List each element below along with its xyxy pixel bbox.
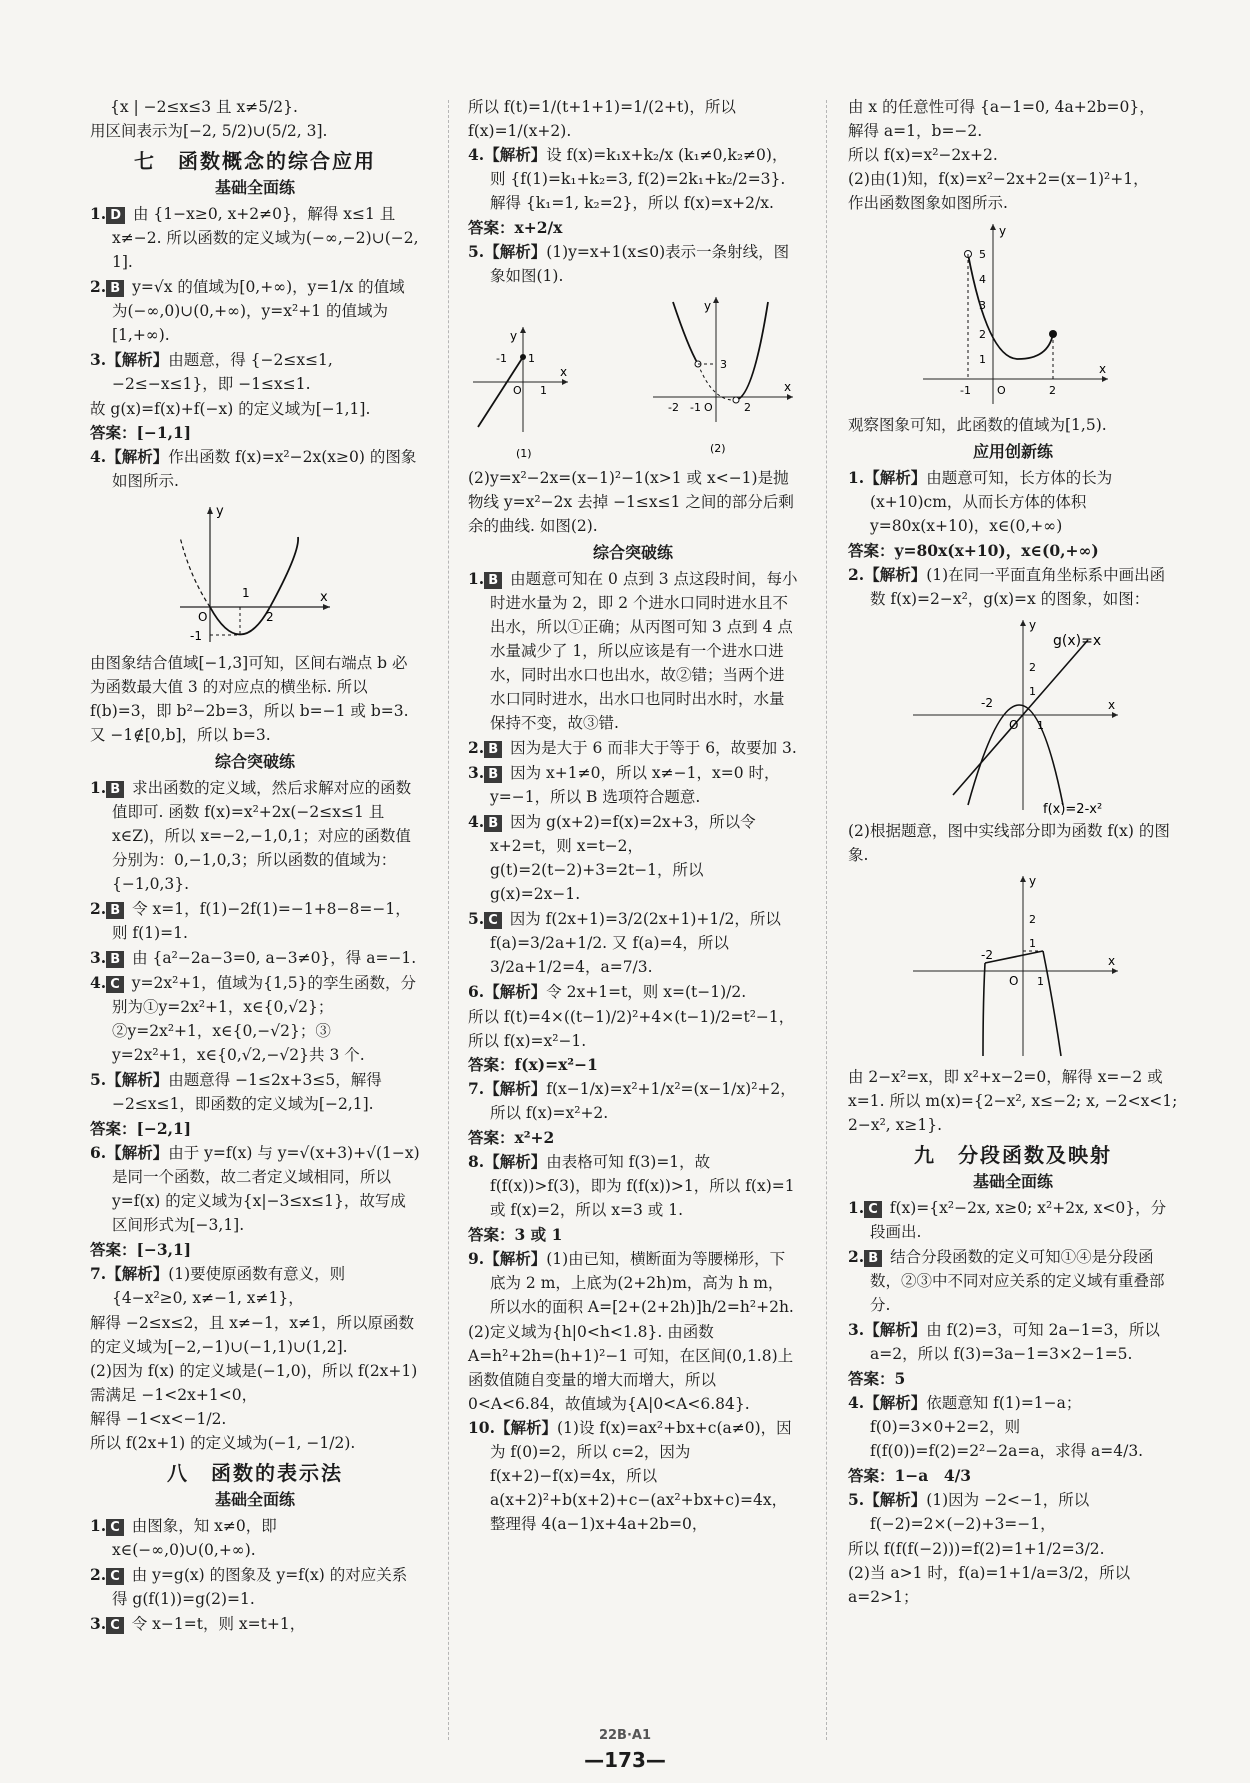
text-line: 故 g(x)=f(x)+f(−x) 的定义域为[−1,1]. <box>90 400 371 418</box>
svg-text:1: 1 <box>242 586 250 600</box>
answer-item: 5.【解析】(1)y=x+1(x≤0)表示一条射线，图象如图(1). <box>468 242 790 285</box>
answer-item: 4. C y=2x²+1，值域为{1,5}的孪生函数，分别为①y=2x²+1，x∈{0,√2}；②y=2x²+1，x∈{0,−√2}；③ y=2x²+1，x∈{0,√2,−√2}共 3 个. <box>90 973 417 1064</box>
svg-text:1: 1 <box>1037 719 1044 732</box>
answer-item: 3.【解析】由题意，得 {−2≤x≤1, −2≤−x≤1}，即 −1≤x≤1. <box>90 350 333 393</box>
svg-text:O: O <box>198 610 208 624</box>
answer-item: 8.【解析】由表格可知 f(3)=1，故 f(f(x))>f(3)，即为 f(f(x))>1，所以 f(x)=1 或 f(x)=2，所以 x=3 或 1. <box>468 1152 795 1219</box>
answer-item: 6.【解析】令 2x+1=t，则 x=(t−1)/2. <box>468 982 747 1001</box>
svg-text:y: y <box>510 329 518 343</box>
text-line: 由 x 的任意性可得 {a−1=0, 4a+2b=0}， <box>848 98 1155 116</box>
svg-text:O: O <box>1009 974 1019 988</box>
graph-ray <box>468 322 578 462</box>
subsection-comprehensive: 综合突破练 <box>214 752 295 771</box>
svg-text:y: y <box>1029 874 1037 888</box>
text-line: (2)定义域为{h|0<h<1.8}. 由函数 A=h²+2h=(h+1)²−1 可知，在区间(0,1.8)上函数值随自变量的增大而增大，所以 0<A<6.84，故值域为{A|0<A<6.84}. <box>468 1323 794 1413</box>
svg-text:f(x)=2-x²: f(x)=2-x² <box>1043 802 1103 815</box>
svg-text:x: x <box>784 380 792 394</box>
answer-item: 3. C 令 x−1=t，则 x=t+1， <box>90 1614 306 1633</box>
answer-item: 7.【解析】(1)要使原函数有意义，则 {4−x²≥0, x≠−1, x≠1}， <box>90 1264 346 1307</box>
text-line: 解得 a=1，b=−2. <box>848 122 983 140</box>
svg-text:-1: -1 <box>496 352 507 365</box>
answer-line: 答案：[−1,1] <box>90 423 192 442</box>
svg-text:-1: -1 <box>190 629 202 643</box>
choice-tag: B <box>106 280 124 297</box>
answer-item: 5.【解析】由题意得 −1≤2x+3≤5，解得 −2≤x≤1，即函数的定义域为[−2,1]. <box>90 1070 382 1113</box>
answer-item: 9.【解析】(1)由已知，横断面为等腰梯形，下底为 2 m，上底为(2+2h)m，高为 h m，所以水的面积 A=[2+(2+2h)]h/2=h²+2h. <box>468 1249 794 1316</box>
answer-line: 答案：x+2/x <box>468 218 563 237</box>
answer-item: 3.【解析】由 f(2)=3，可知 2a−1=3，所以 a=2，所以 f(3)=3a−1=3×2−1=5. <box>848 1320 1160 1363</box>
svg-text:(2): (2) <box>710 442 726 455</box>
subsection-application: 应用创新练 <box>972 442 1053 461</box>
svg-text:2: 2 <box>744 401 751 414</box>
svg-text:x: x <box>1108 698 1116 712</box>
text-line: 所以 f(x)=x²−2x+2. <box>848 146 998 164</box>
svg-text:O: O <box>513 384 522 397</box>
answer-item: 7.【解析】f(x−1/x)=x²+1/x²=(x−1/x)²+2，所以 f(x)=x²+2. <box>468 1079 796 1122</box>
answer-line: 答案：[−3,1] <box>90 1240 192 1259</box>
svg-text:O: O <box>1009 718 1019 732</box>
svg-text:2: 2 <box>266 610 274 624</box>
text-line: (2)因为 f(x) 的定义域是(−1,0)，所以 f(2x+1) 需满足 −1<2x+1<0， <box>90 1362 418 1404</box>
text-line: 所以 f(t)=4×((t−1)/2)²+4×(t−1)/2=t²−1，所以 f(x)=x²−1. <box>468 1008 795 1050</box>
svg-text:3: 3 <box>720 358 727 371</box>
graph-m-solid <box>903 871 1123 1061</box>
svg-text:1: 1 <box>1029 937 1036 950</box>
svg-text:O: O <box>704 401 713 414</box>
svg-text:x: x <box>1108 954 1116 968</box>
svg-text:1: 1 <box>979 353 986 366</box>
text-line: 由图象结合值域[−1,3]可知，区间右端点 b 必为函数最大值 3 的对应点的横坐标. 所以 f(b)=3，即 b²−2b=3，所以 b=−1 或 b=3. 又 −1∉[0,b]，所以 b=3. <box>90 654 409 744</box>
graph-f-and-g <box>903 615 1123 815</box>
answer-line: 答案：f(x)=x²−1 <box>468 1055 598 1074</box>
answer-item: 4. B 因为 g(x+2)=f(x)=2x+3，所以令 x+2=t，则 x=t−2，g(t)=2(t−2)+3=2t−1，所以 g(x)=2x−1. <box>468 812 756 903</box>
svg-text:x: x <box>560 365 568 379</box>
text-line: 所以 f(t)=1/(t+1+1)=1/(2+t)，所以 f(x)=1/(x+2). <box>468 98 736 140</box>
svg-text:x: x <box>320 590 328 605</box>
svg-text:-2: -2 <box>668 401 679 414</box>
answer-item: 2. B 结合分段函数的定义可知①④是分段函数，②③中不同对应关系的定义域有重叠部分. <box>848 1247 1165 1314</box>
answer-item: 4.【解析】依题意知 f(1)=1−a；f(0)=3×0+2=2，则 f(f(0))=f(2)=2²−2a=a，求得 a=4/3. <box>848 1393 1144 1460</box>
answer-item: 4.【解析】设 f(x)=k₁x+k₂/x (k₁≠0,k₂≠0)，则 {f(1)=k₁+k₂=3, f(2)=2k₁+k₂/2=3}. 解得 {k₁=1, k₂=2}，所以 f(x)=x+2/x. <box>468 145 788 212</box>
svg-text:5: 5 <box>979 248 986 261</box>
choice-tag: D <box>106 207 125 224</box>
answer-item: 4.【解析】作出函数 f(x)=x²−2x(x≥0) 的图象如图所示. <box>90 447 417 490</box>
text-line: 由 2−x²=x，即 x²+x−2=0，解得 x=−2 或 x=1. 所以 m(x)={2−x², x≤−2; x, −2<x<1; 2−x², x≥1}. <box>848 1068 1178 1134</box>
svg-text:4: 4 <box>979 273 986 286</box>
svg-text:1: 1 <box>1037 975 1044 988</box>
section-title-9: 九 分段函数及映射 <box>914 1143 1112 1167</box>
svg-text:y: y <box>704 299 712 313</box>
svg-text:-1: -1 <box>690 401 701 414</box>
subsection-basic: 基础全面练 <box>214 178 295 197</box>
page-number: —173— <box>584 1748 666 1772</box>
text-line: (2)根据题意，图中实线部分即为函数 f(x) 的图象. <box>848 822 1170 864</box>
text-line: (2)当 a>1 时，f(a)=1+1/a=3/2，所以 a=2>1； <box>848 1564 1131 1606</box>
answer-item: 2. B y=√x 的值域为[0,+∞)，y=1/x 的值域为(−∞,0)∪(0,+∞)，y=x²+1 的值域为[1,+∞). <box>90 277 405 344</box>
svg-text:-2: -2 <box>981 696 993 710</box>
svg-text:2: 2 <box>979 328 986 341</box>
svg-text:-2: -2 <box>981 948 993 962</box>
svg-text:x: x <box>1099 362 1107 376</box>
text-line: 解得 −1<x<−1/2. <box>90 1410 227 1428</box>
answer-item: 2. C 由 y=g(x) 的图象及 y=f(x) 的对应关系得 g(f(1))=g(2)=1. <box>90 1565 408 1608</box>
answer-line: 答案：1−a 4/3 <box>848 1466 972 1485</box>
axis-label-y: y <box>216 504 224 519</box>
text-line: 解得 −2≤x≤2，且 x≠−1，x≠1，所以原函数的定义域为[−2,−1)∪(−1,1)∪(1,2]. <box>90 1314 414 1356</box>
subsection-basic: 基础全面练 <box>972 1172 1053 1191</box>
text-line: 观察图象可知，此函数的值域为[1,5). <box>848 416 1107 434</box>
text-line: {x | −2≤x≤3 且 x≠5/2}. <box>110 98 298 116</box>
figure-pair <box>468 292 798 462</box>
svg-text:3: 3 <box>979 299 986 312</box>
answer-line: 答案：3 或 1 <box>468 1225 563 1244</box>
svg-text:1: 1 <box>1029 685 1036 698</box>
svg-text:1: 1 <box>540 384 547 397</box>
svg-text:2: 2 <box>1029 913 1036 926</box>
svg-text:g(x)=x: g(x)=x <box>1053 633 1102 649</box>
answer-item: 10.【解析】(1)设 f(x)=ax²+bx+c(a≠0)，因为 f(0)=2，所以 c=2，因为 f(x+2)−f(x)=4x，所以 a(x+2)²+b(x+2)+c−(ax²+bx+c)=4x，整理得 4(a−1)x+4a+2b=0， <box>468 1418 792 1533</box>
answer-item: 3. B 由 {a²−2a−3=0, a−3≠0}，得 a=−1. <box>90 948 417 967</box>
svg-text:1: 1 <box>528 352 535 365</box>
answer-item: 2. B 因为是大于 6 而非大于等于 6，故要加 3. <box>468 738 797 757</box>
answer-item: 1. B 由题意可知在 0 点到 3 点这段时间，每小时进水量为 2，即 2 个进水口同时进水且不出水，所以①正确；从丙图可知 3 点到 4 点水量减少了 1，所以应该是有一个进水口进水，同时出水口也出水，故②错；当两个进水口同时进水，出水口也同时出水时，水量保持不变，故③错. <box>468 569 798 732</box>
graph-x2-minus-2x <box>170 497 340 647</box>
answer-item: 6.【解析】由于 y=f(x) 与 y=√(x+3)+√(1−x) 是同一个函数，故二者定义域相同，所以 y=f(x) 的定义域为{x|−3≤x≤1}，故写成区间形式为[−3,1]. <box>90 1143 420 1234</box>
answer-item: 3. B 因为 x+1≠0，所以 x≠−1，x=0 时，y=−1，所以 B 选项符合题意. <box>468 763 780 806</box>
subsection-comprehensive: 综合突破练 <box>592 543 673 562</box>
svg-text:-1: -1 <box>960 384 971 397</box>
page-code: 22B·A1 <box>598 1728 652 1743</box>
graph-parabola-pieces <box>648 292 798 462</box>
graph-x2-2x-2 <box>913 219 1113 409</box>
svg-text:2: 2 <box>1049 384 1056 397</box>
answer-item: 5.【解析】(1)因为 −2<−1，所以 f(−2)=2×(−2)+3=−1， <box>848 1490 1090 1533</box>
column-right <box>848 95 1178 1609</box>
column-middle <box>468 95 798 1537</box>
answer-line: 答案：[−2,1] <box>90 1119 192 1138</box>
text-line: 用区间表示为[−2, 5/2)∪(5/2, 3]. <box>90 122 328 140</box>
subsection-basic: 基础全面练 <box>214 1490 295 1509</box>
svg-text:2: 2 <box>1029 661 1036 674</box>
answer-line: 答案：x²+2 <box>468 1128 555 1147</box>
section-title-7: 七 函数概念的综合应用 <box>134 149 376 173</box>
section-title-8: 八 函数的表示法 <box>167 1461 343 1485</box>
answer-item: 5. C 因为 f(2x+1)=3/2(2x+1)+1/2，所以 f(a)=3/2a+1/2. 又 f(a)=4，所以 3/2a+1/2=4，a=7/3. <box>468 909 781 976</box>
answer-item: 1. C 由图象，知 x≠0，即 x∈(−∞,0)∪(0,+∞). <box>90 1516 277 1559</box>
answer-line: 答案：y=80x(x+10)，x∈(0,+∞) <box>848 541 1099 560</box>
text-line: (2)y=x²−2x=(x−1)²−1(x>1 或 x<−1)是抛物线 y=x²−2x 去掉 −1≤x≤1 之间的部分后剩余的曲线. 如图(2). <box>468 469 794 535</box>
svg-text:y: y <box>1029 618 1037 632</box>
answer-item: 1.【解析】由题意可知，长方体的长为(x+10)cm，从而长方体的体积 y=80x(x+10)，x∈(0,+∞) <box>848 468 1113 535</box>
text-line: 作出函数图象如图所示. <box>848 194 1008 212</box>
svg-text:(1): (1) <box>516 447 532 460</box>
svg-text:y: y <box>999 224 1007 238</box>
svg-text:O: O <box>997 384 1006 397</box>
answer-item: 2. B 令 x=1，f(1)−2f(1)=−1+8−8=−1，则 f(1)=1. <box>90 899 411 942</box>
text-line: 所以 f(f(f(−2)))=f(2)=1+1/2=3/2. <box>848 1540 1105 1558</box>
answer-item: 2.【解析】(1)在同一平面直角坐标系中画出函数 f(x)=2−x²，g(x)=x 的图象，如图： <box>848 565 1166 608</box>
answer-line: 答案：5 <box>848 1369 906 1388</box>
text-line: 所以 f(2x+1) 的定义域为(−1, −1/2). <box>90 1434 356 1452</box>
answer-item: 1. D 由 {1−x≥0, x+2≠0}，解得 x≤1 且 x≠−2. 所以函数的定义域为(−∞,−2)∪(−2, 1]. <box>90 204 419 271</box>
answer-item: 1. B 求出函数的定义域，然后求解对应的函数值即可. 函数 f(x)=x²+2x(−2≤x≤1 且 x∈Z)，所以 x=−2,−1,0,1；对应的函数值分别为：0,−1,0,3；所以函数的值域为：{−1,0,3}. <box>90 778 412 893</box>
text-line: (2)由(1)知，f(x)=x²−2x+2=(x−1)²+1， <box>848 170 1149 188</box>
answer-item: 1. C f(x)={x²−2x, x≥0; x²+2x, x<0}，分段画出. <box>848 1198 1167 1241</box>
column-left <box>90 95 420 1637</box>
